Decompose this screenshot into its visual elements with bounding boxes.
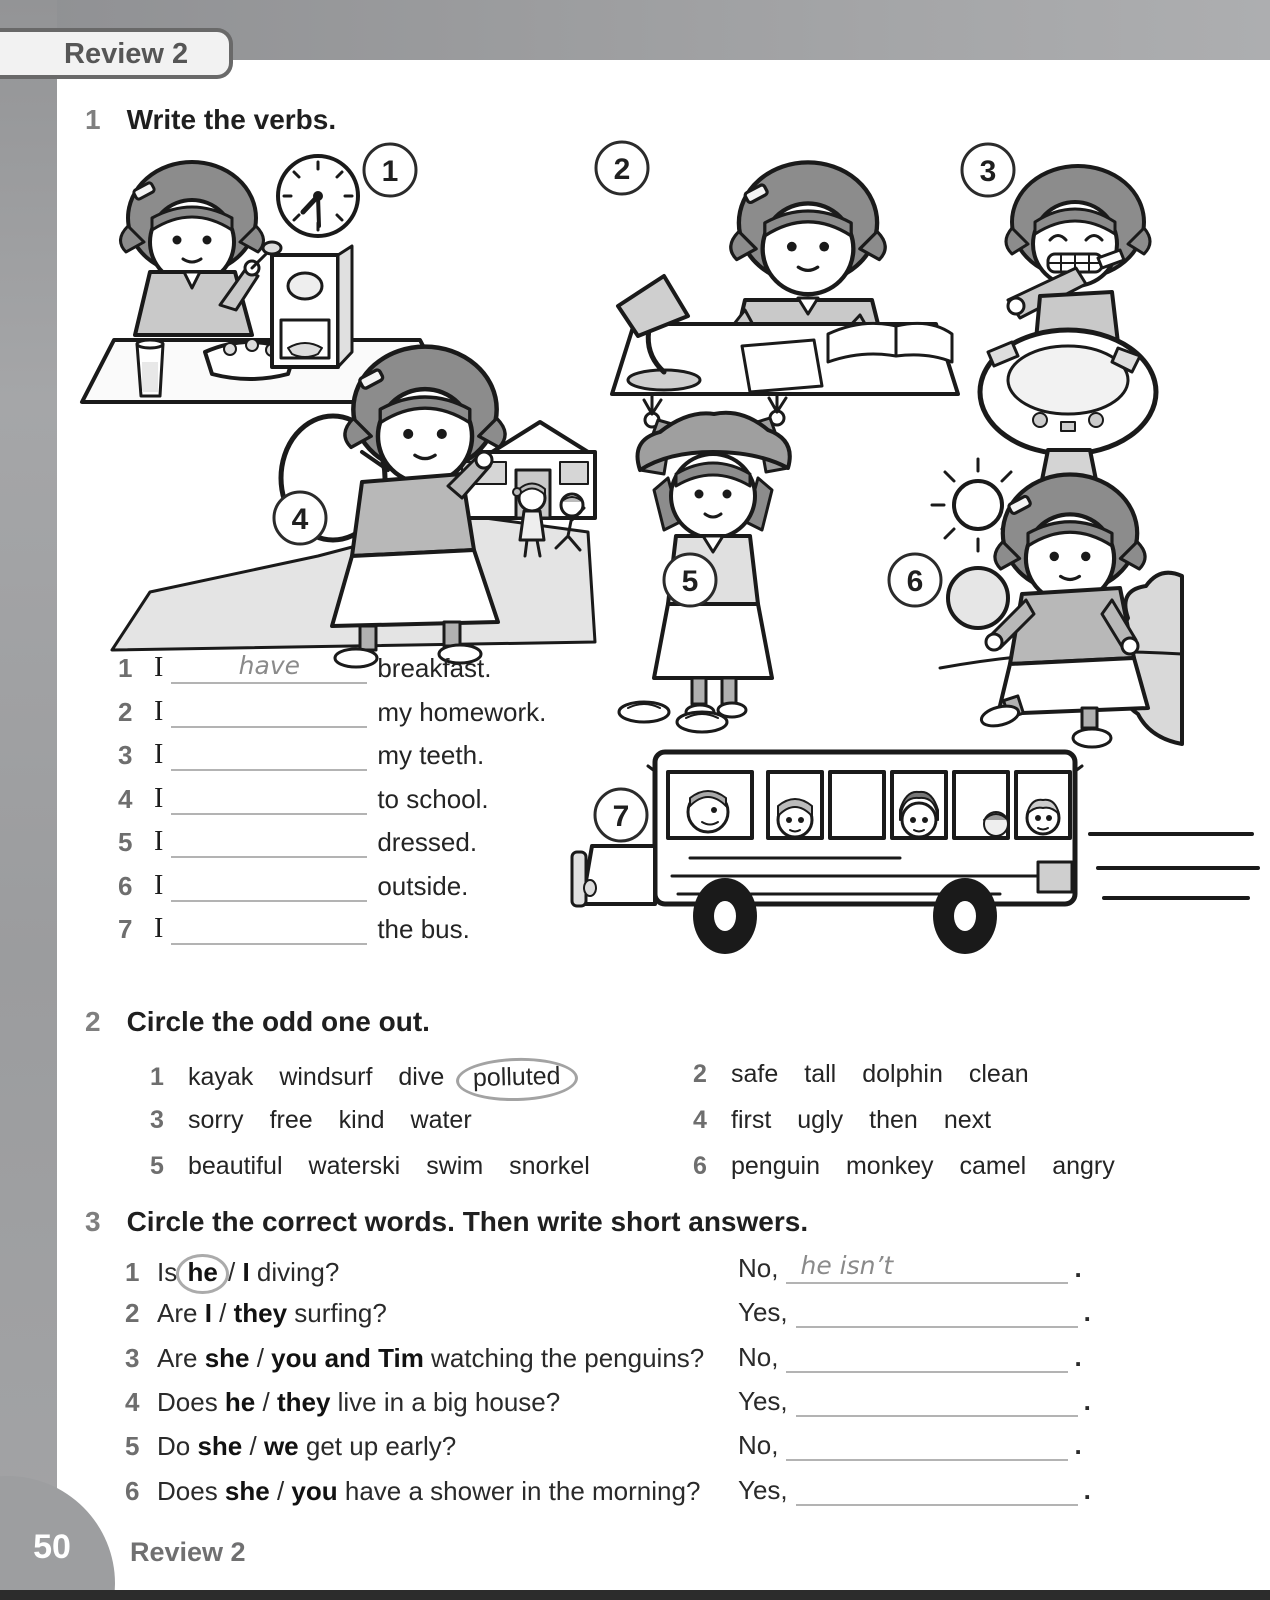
- item-number: 3: [150, 1106, 164, 1134]
- answer-line[interactable]: [796, 1292, 1078, 1328]
- sentence-ending: dressed.: [377, 827, 478, 857]
- page-bottom-edge: [0, 1590, 1270, 1600]
- question: [125, 1343, 704, 1374]
- odd-one-out-row: [693, 1060, 1055, 1089]
- sentence-ending: to school.: [377, 783, 489, 814]
- word: beautiful: [188, 1152, 283, 1180]
- answer-prefix: No,: [738, 1253, 779, 1283]
- scene-brushing-teeth-illustration: [980, 166, 1156, 490]
- handwritten-answer: he isn’t: [800, 1251, 894, 1280]
- picture-badge-1: 1: [381, 155, 399, 188]
- item-number: 3: [125, 1342, 140, 1373]
- exercise3-heading: [85, 1206, 808, 1238]
- word: camel: [959, 1152, 1027, 1180]
- item-number: 1: [118, 653, 133, 683]
- question-word: they: [233, 1298, 288, 1329]
- odd-one-out-row: [150, 1152, 616, 1181]
- word: water: [410, 1106, 472, 1134]
- question-word: /: [242, 1431, 264, 1462]
- question-word: she: [224, 1475, 270, 1506]
- scene-playing-outside-illustration: [932, 459, 1182, 747]
- question-word: watching the penguins?: [423, 1342, 705, 1373]
- answer-line[interactable]: [796, 1381, 1078, 1417]
- item-number: 2: [125, 1298, 140, 1329]
- sentence-ending: outside.: [377, 870, 469, 901]
- question-word: /: [220, 1257, 243, 1287]
- exercise1-title: Write the verbs.: [126, 104, 337, 135]
- review-tab: [0, 28, 233, 79]
- exercise1-number: 1: [85, 104, 101, 135]
- question-word: surfing?: [287, 1298, 387, 1329]
- answer-line[interactable]: [796, 1470, 1078, 1506]
- answer-prefix: No,: [738, 1430, 779, 1461]
- picture-badge-6: 6: [906, 565, 924, 598]
- question: [125, 1387, 560, 1418]
- word: angry: [1052, 1152, 1115, 1180]
- question-word: get up early?: [298, 1431, 457, 1462]
- question-word: he: [224, 1386, 256, 1417]
- item-number: 5: [118, 827, 133, 857]
- pronoun: I: [154, 913, 164, 944]
- question: [125, 1431, 456, 1462]
- question-word: Do: [157, 1431, 198, 1462]
- verb-sentence-row: [118, 862, 468, 902]
- word: dive: [398, 1063, 445, 1091]
- answer-line[interactable]: [171, 822, 367, 858]
- sentence-ending: my teeth.: [377, 740, 485, 770]
- answer-prefix: Yes,: [738, 1297, 788, 1328]
- item-number: 1: [150, 1063, 164, 1091]
- question-word: I: [204, 1298, 212, 1329]
- verb-sentence-row: [118, 905, 470, 945]
- question-word: /: [211, 1298, 234, 1329]
- full-stop: .: [1074, 1253, 1082, 1283]
- question-word: she: [204, 1342, 250, 1373]
- item-number: 2: [693, 1060, 707, 1088]
- full-stop: .: [1074, 1341, 1082, 1372]
- question-word: you and Tim: [271, 1342, 424, 1373]
- pronoun: I: [154, 826, 164, 857]
- scene-doing-homework-illustration: [612, 162, 958, 394]
- question-word: Does: [157, 1475, 225, 1506]
- answer-line[interactable]: [171, 909, 367, 945]
- question-word: /: [269, 1475, 292, 1506]
- footer-review-label: Review 2: [130, 1537, 246, 1567]
- answer-line[interactable]: [171, 692, 367, 728]
- word: ugly: [797, 1106, 844, 1134]
- pronoun: I: [154, 695, 164, 727]
- verb-sentence-row: [118, 644, 492, 684]
- review-tab-label: Review 2: [64, 38, 189, 70]
- exercise2-heading: [85, 1006, 430, 1038]
- word: monkey: [845, 1152, 934, 1180]
- answer-prefix: Yes,: [738, 1474, 788, 1505]
- odd-one-out-row: [693, 1152, 1141, 1181]
- question-word: she: [197, 1431, 243, 1462]
- question-word: Are: [157, 1298, 205, 1329]
- full-stop: .: [1083, 1297, 1091, 1328]
- item-number: 4: [693, 1106, 707, 1134]
- short-answer: [738, 1337, 1082, 1373]
- answer-line[interactable]: [786, 1425, 1068, 1461]
- question-word: we: [263, 1431, 299, 1462]
- word: swim: [426, 1152, 484, 1180]
- word: kayak: [188, 1063, 254, 1091]
- answer-prefix: Yes,: [738, 1385, 788, 1416]
- handwritten-answer: have: [238, 651, 300, 680]
- item-number: 7: [118, 914, 133, 944]
- sentence-ending: the bus.: [377, 914, 470, 944]
- item-number: 5: [150, 1152, 164, 1180]
- answer-line[interactable]: [786, 1337, 1068, 1373]
- full-stop: .: [1083, 1385, 1091, 1416]
- question-word: /: [249, 1342, 272, 1373]
- full-stop: .: [1083, 1474, 1091, 1505]
- picture-badge-2: 2: [613, 153, 631, 186]
- odd-one-out-row: [150, 1060, 590, 1095]
- question-word: Are: [157, 1342, 205, 1373]
- pronoun: I: [154, 782, 164, 814]
- word: kind: [338, 1106, 385, 1134]
- page-number: 50: [33, 1528, 71, 1566]
- circled-word: polluted: [456, 1056, 579, 1102]
- item-number: 2: [118, 696, 133, 727]
- word: safe: [731, 1060, 779, 1088]
- picture-badge-5: 5: [681, 565, 699, 598]
- pronoun: I: [154, 869, 164, 901]
- word: sorry: [188, 1106, 244, 1134]
- question: [125, 1298, 387, 1329]
- question-word: they: [276, 1386, 331, 1417]
- verb-sentence-row: [118, 688, 546, 728]
- question: [125, 1476, 700, 1507]
- pronoun: I: [154, 652, 164, 683]
- picture-badge-4: 4: [291, 503, 309, 536]
- item-number: 6: [118, 870, 133, 901]
- verb-sentence-row: [118, 731, 484, 771]
- word: windsurf: [279, 1063, 373, 1091]
- item-number: 4: [118, 783, 133, 814]
- picture-badge-7: 7: [612, 800, 630, 833]
- verb-sentence-row: [118, 818, 477, 858]
- short-answer: [738, 1292, 1091, 1328]
- item-number: 6: [693, 1152, 707, 1180]
- word: free: [269, 1106, 313, 1134]
- item-number: 5: [125, 1431, 140, 1462]
- picture-badge-3: 3: [979, 155, 997, 188]
- answer-line[interactable]: [171, 735, 367, 771]
- circled-word: he: [176, 1254, 228, 1294]
- word: snorkel: [509, 1152, 590, 1180]
- sentence-ending: breakfast.: [377, 653, 492, 683]
- word: waterski: [308, 1152, 401, 1180]
- question-word: Does: [157, 1386, 225, 1417]
- exercise2-title: Circle the odd one out.: [126, 1006, 430, 1037]
- exercise3-number: 3: [85, 1206, 101, 1237]
- exercise3-title: Circle the correct words. Then write short answers.: [126, 1206, 809, 1237]
- odd-one-out-row: [693, 1106, 1017, 1135]
- item-number: 6: [125, 1475, 140, 1506]
- word: dolphin: [862, 1060, 943, 1088]
- short-answer: [738, 1425, 1082, 1461]
- question-word: diving?: [249, 1257, 340, 1287]
- exercise2-number: 2: [85, 1006, 101, 1037]
- word: next: [943, 1106, 992, 1134]
- item-number: 3: [118, 740, 133, 770]
- question-word: /: [255, 1386, 277, 1417]
- scene-school-bus-illustration: [572, 752, 1258, 954]
- word: penguin: [731, 1152, 820, 1180]
- item-number: 4: [125, 1386, 140, 1417]
- question-word: have a shower in the morning?: [337, 1475, 701, 1506]
- word: then: [869, 1106, 918, 1134]
- short-answer: [738, 1381, 1091, 1417]
- question: [125, 1254, 339, 1291]
- answer-line[interactable]: [786, 1248, 1068, 1284]
- answer-line[interactable]: [171, 866, 367, 902]
- short-answer: [738, 1470, 1091, 1506]
- answer-line[interactable]: [171, 648, 367, 684]
- item-number: 1: [125, 1257, 140, 1287]
- word: first: [731, 1106, 772, 1134]
- word: clean: [968, 1060, 1029, 1088]
- question-word: live in a big house?: [330, 1386, 561, 1417]
- question-word: Is: [157, 1257, 185, 1287]
- odd-one-out-row: [150, 1106, 498, 1135]
- pronoun: I: [154, 739, 164, 770]
- short-answer: [738, 1248, 1082, 1284]
- question-word: I: [242, 1257, 250, 1287]
- question-word: you: [291, 1475, 338, 1506]
- answer-prefix: No,: [738, 1341, 779, 1372]
- verb-sentence-row: [118, 775, 489, 815]
- sentence-ending: my homework.: [377, 696, 547, 727]
- word: tall: [804, 1060, 837, 1088]
- answer-line[interactable]: [171, 779, 367, 815]
- full-stop: .: [1074, 1430, 1082, 1461]
